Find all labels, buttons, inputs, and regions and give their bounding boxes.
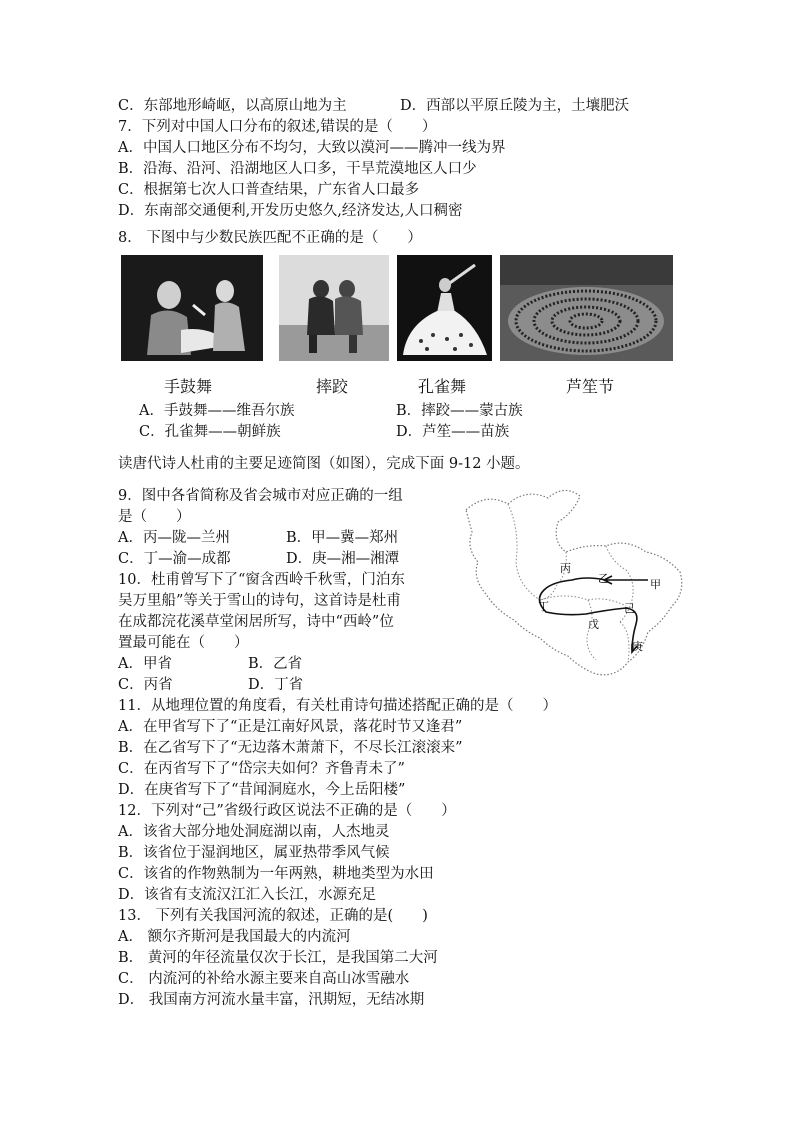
q11-option-a: A．在甲省写下了“正是江南好风景，落花时节又逢君” [118,719,463,735]
q11-option-b: B．在乙省写下了“无边落木萧萧下，不尽长江滚滚来” [118,740,463,756]
q12-option-c: C．该省的作物熟制为一年两熟，耕地类型为水田 [118,866,434,882]
q13-option-a: A． 额尔齐斯河是我国最大的内流河 [118,929,351,945]
q7-stem: 7．下列对中国人口分布的叙述,错误的是（ ） [118,119,437,135]
q6-option-d: D．西部以平原丘陵为主，土壤肥沃 [400,98,630,114]
q7-option-c: C．根据第七次人口普查结果，广东省人口最多 [118,182,420,198]
q11-stem: 11．从地理位置的角度看，有关杜甫诗句描述搭配正确的是（ ） [118,698,557,714]
q9-stem-line2: 是（ ） [118,509,191,525]
q9-option-a: A．丙—陇—兰州 [118,530,230,546]
map-question-intro: 读唐代诗人杜甫的主要足迹简图（如图），完成下面 9-12 小题。 [118,456,530,472]
q9-option-d: D．庚—湘—湘潭 [286,551,400,567]
q8-option-a: A．手鼓舞——维吾尔族 [139,403,295,419]
q10-stem-line3: 在成都浣花溪草堂闲居所写，诗中“西岭”位 [118,614,394,630]
map-label-wu: 戊 [588,618,599,631]
map-label-jia: 甲 [650,578,661,591]
caption-wrestling: 摔跤 [316,377,349,396]
q9-option-b: B．甲—冀—郑州 [286,530,399,546]
map-label-ji: 己 [624,602,635,615]
map-label-yi: 乙 [598,572,609,585]
q12-option-d: D．该省有支流汉江汇入长江，水源充足 [118,887,377,903]
q8-stem: 8． 下图中与少数民族匹配不正确的是（ ） [118,230,422,246]
q11-option-c: C．在丙省写下了“岱宗夫如何？齐鲁青未了” [118,761,405,777]
q12-stem: 12．下列对“己”省级行政区说法不正确的是（ ） [118,803,456,819]
du-fu-route-map [456,482,688,682]
q10-option-d: D．丁省 [248,677,304,693]
q10-stem-line1: 10．杜甫曾写下了“窗含西岭千秋雪，门泊东 [118,572,405,588]
lusheng-festival-photo [500,255,673,361]
caption-peacock-dance: 孔雀舞 [418,377,467,396]
hand-drum-dance-photo [121,255,263,361]
q7-option-a: A．中国人口地区分布不均匀，大致以漠河——腾冲一线为界 [118,140,506,156]
q10-stem-line4: 置最可能在（ ） [118,635,249,651]
q10-stem-line2: 吴万里船”等关于雪山的诗句，这首诗是杜甫 [118,593,401,609]
q12-option-b: B．该省位于湿润地区，属亚热带季风气候 [118,845,390,861]
wrestling-photo [279,255,389,361]
q8-option-c: C．孔雀舞——朝鲜族 [139,424,281,440]
q7-option-d: D．东南部交通便利,开发历史悠久,经济发达,人口稠密 [118,203,463,219]
q12-option-a: A．该省大部分地处洞庭湖以南，人杰地灵 [118,824,390,840]
caption-hand-drum-dance: 手鼓舞 [164,377,213,396]
q9-option-c: C．丁—渝—成都 [118,551,231,567]
q8-option-b: B．摔跤——蒙古族 [396,403,523,419]
q10-option-b: B．乙省 [248,656,303,672]
q10-option-a: A．甲省 [118,656,172,672]
map-label-ding: 丁 [538,600,549,613]
q13-option-c: C． 内流河的补给水源主要来自高山冰雪融水 [118,971,410,987]
q8-option-d: D．芦笙——苗族 [396,424,510,440]
q13-option-d: D． 我国南方河流水量丰富，汛期短，无结冰期 [118,992,425,1008]
q7-option-b: B．沿海、沿河、沿湖地区人口多，干旱荒漠地区人口少 [118,161,477,177]
q11-option-d: D．在庚省写下了“昔闻洞庭水，今上岳阳楼” [118,782,406,798]
q6-option-c: C．东部地形崎岖，以高原山地为主 [118,98,347,114]
map-label-geng: 庚 [632,640,643,653]
map-label-bing: 丙 [560,562,571,575]
peacock-dance-photo [397,255,492,361]
q10-option-c: C．丙省 [118,677,173,693]
q13-stem: 13． 下列有关我国河流的叙述，正确的是( ) [118,908,428,924]
q13-option-b: B． 黄河的年径流量仅次于长江，是我国第二大河 [118,950,438,966]
caption-lusheng-festival: 芦笙节 [566,377,615,396]
q9-stem-line1: 9．图中各省简称及省会城市对应正确的一组 [118,488,403,504]
